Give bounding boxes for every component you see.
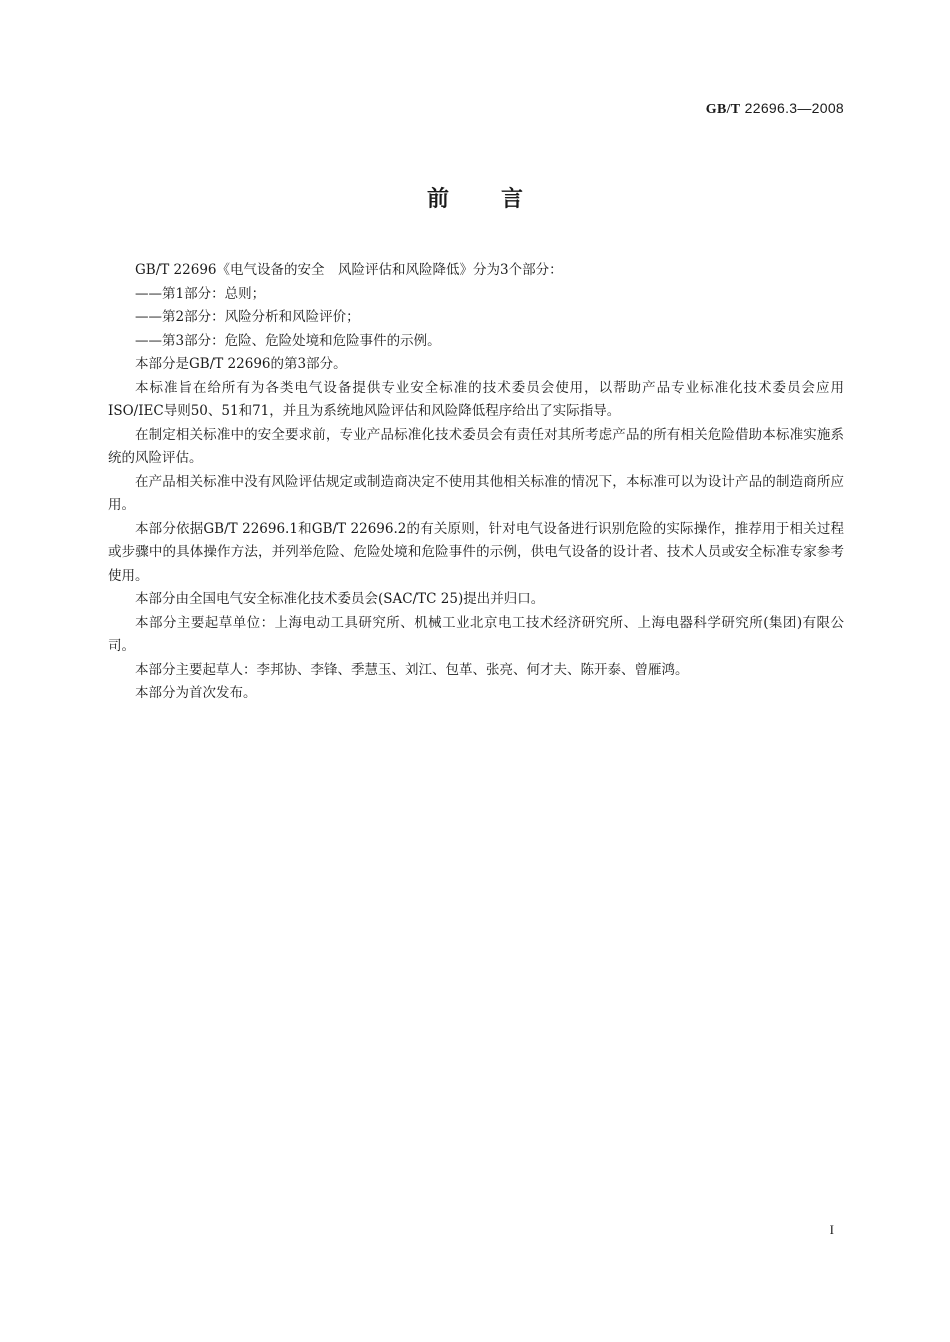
standard-code — [706, 100, 844, 118]
paragraph: 本部分由全国电气安全标准化技术委员会(SAC/TC 25)提出并归口。 — [135, 591, 545, 607]
document-body — [108, 259, 844, 706]
paragraph: 本标准旨在给所有为各类电气设备提供专业安全标准的技术委员会使用，以帮助产品专业标准化技术委员会应用ISO/IEC导则50、51和71，并且为系统地风险评估和风险降低程序给出了实际指导。 — [108, 379, 844, 419]
page-number: I — [829, 1222, 834, 1237]
paragraph: 本部分主要起草单位：上海电动工具研究所、机械工业北京电工技术经济研究所、上海电器科学研究所(集团)有限公司。 — [108, 614, 844, 654]
standard-prefix: GB/T — [705, 102, 741, 117]
list-item: ——第3部分：危险、危险处境和危险事件的示例。 — [135, 332, 441, 349]
paragraph: 在产品相关标准中没有风险评估规定或制造商决定不使用其他相关标准的情况下，本标准可以为设计产品的制造商所应用。 — [108, 473, 844, 513]
paragraph: 本部分依据GB/T 22696.1和GB/T 22696.2的有关原则，针对电气设备进行识别危险的实际操作，推荐用于相关过程或步骤中的具体操作方法，并列举危险、危险处境和危险事件的示例，供电气设备的设计者、技术人员或安全标准专家参考使用。 — [108, 520, 844, 584]
list-item: ——第2部分：风险分析和风险评价； — [135, 309, 360, 325]
page-title: 前言 — [426, 187, 575, 212]
paragraph: GB/T 22696《电气设备的安全 风险评估和风险降低》分为3个部分： — [135, 262, 563, 278]
paragraph: 本部分为首次发布。 — [135, 685, 257, 701]
paragraph: 本部分是GB/T 22696的第3部分。 — [135, 356, 347, 372]
list-item: ——第1部分：总则； — [135, 285, 266, 302]
paragraph: 本部分主要起草人：李邦协、李锋、季慧玉、刘江、包革、张亮、何才夫、陈开泰、曾雁鸿。 — [135, 661, 689, 678]
paragraph: 在制定相关标准中的安全要求前，专业产品标准化技术委员会有责任对其所考虑产品的所有相关危险借助本标准实施系统的风险评估。 — [108, 426, 844, 466]
standard-number: 22696.3—2008 — [744, 100, 844, 116]
